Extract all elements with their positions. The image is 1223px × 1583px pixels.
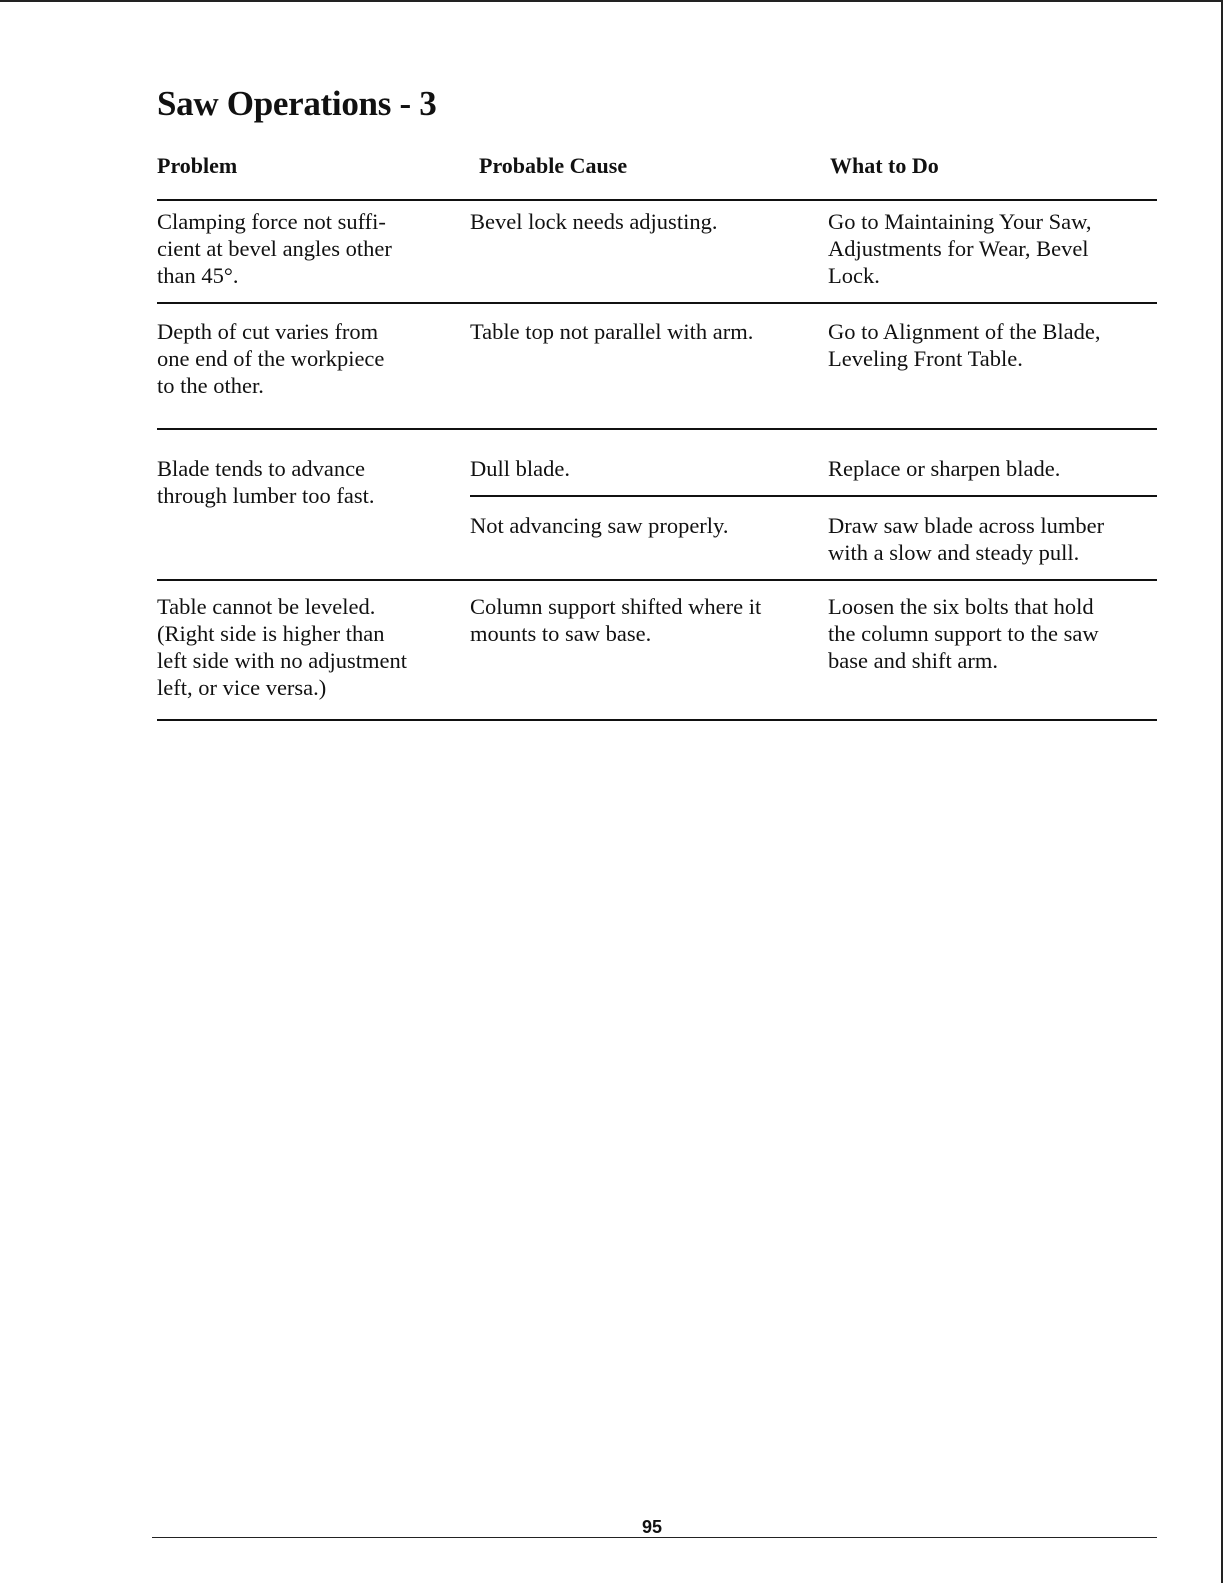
- row-4-cause: Column support shifted where it mounts to saw base.: [470, 594, 762, 646]
- row-2-cause: Table top not parallel with arm.: [470, 319, 754, 344]
- row-3b-action: Draw saw blade across lumber with a slow and steady pull.: [828, 513, 1105, 565]
- scan-edge-top: [0, 0, 1223, 2]
- row-1-action: Go to Maintaining Your Saw, Adjustments for Wear, Bevel Lock.: [828, 209, 1092, 288]
- row-2-rule: [157, 428, 1157, 430]
- row-2-problem: Depth of cut varies from one end of the workpiece to the other.: [157, 319, 385, 398]
- row-3-sub-rule: [470, 495, 1157, 497]
- header-what-to-do: What to Do: [830, 153, 939, 178]
- header-problem: Problem: [157, 153, 238, 178]
- page-title: Saw Operations - 3: [157, 84, 437, 123]
- header-rule: [157, 199, 1157, 201]
- row-4-problem: Table cannot be leveled. (Right side is higher than left side with no adjustment left, or vice versa.): [157, 594, 407, 700]
- row-3-rule: [157, 579, 1157, 581]
- row-3-problem: Blade tends to advance through lumber too fast.: [157, 456, 375, 508]
- row-3b-cause: Not advancing saw properly.: [470, 513, 729, 538]
- row-1-problem: Clamping force not suffi- cient at bevel angles other than 45°.: [157, 209, 392, 288]
- row-1-cause: Bevel lock needs adjusting.: [470, 209, 718, 234]
- row-4-rule: [157, 719, 1157, 721]
- row-3-action: Replace or sharpen blade.: [828, 456, 1061, 481]
- row-3-cause: Dull blade.: [470, 456, 570, 481]
- row-1-rule: [157, 302, 1157, 304]
- page-number: 95: [642, 1517, 663, 1537]
- footer-rule: [152, 1537, 1157, 1538]
- header-probable-cause: Probable Cause: [479, 153, 628, 178]
- row-2-action: Go to Alignment of the Blade, Leveling Front Table.: [828, 319, 1101, 371]
- row-4-action: Loosen the six bolts that hold the column support to the saw base and shift arm.: [828, 594, 1099, 673]
